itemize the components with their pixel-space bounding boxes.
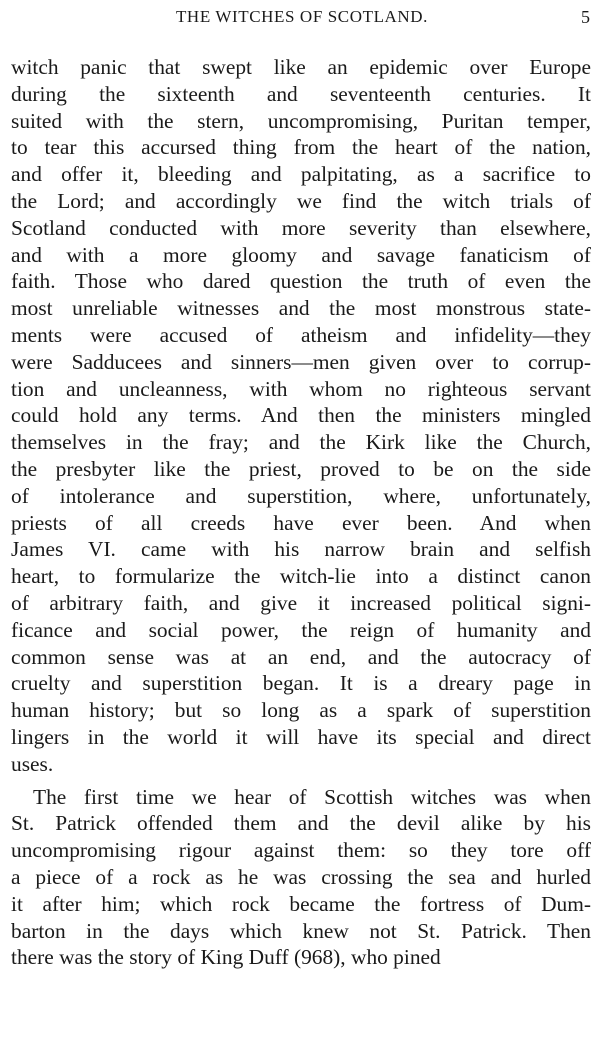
text-line: tion and uncleanness, with whom no righteous servant — [11, 376, 591, 401]
text-line: ments were accused of atheism and infidelity—they — [11, 322, 591, 347]
page-number: 5 — [581, 7, 590, 27]
text-line: lingers in the world it will have its special and direct — [11, 724, 591, 749]
paragraph — [11, 784, 591, 972]
text-line: faith. Those who dared question the truth of even the — [11, 269, 591, 294]
text-line: heart, to formularize the witch-lie into a distinct canon — [11, 564, 591, 589]
text-line: uncompromising rigour against them: so they tore off — [11, 838, 591, 863]
paragraph — [11, 54, 591, 778]
text-line: barton in the days which knew not St. Patrick. Then — [11, 918, 591, 943]
text-line: James VI. came with his narrow brain and selfish — [11, 537, 591, 562]
text-line: and offer it, bleeding and palpitating, as a sacrifice to — [11, 162, 591, 187]
text-line: it after him; which rock became the fortress of Dum- — [11, 891, 591, 916]
running-header — [12, 6, 592, 32]
text-line: to tear this accursed thing from the heart of the nation, — [11, 135, 591, 160]
text-line: the presbyter like the priest, proved to be on the side — [11, 456, 591, 481]
body-text — [11, 54, 591, 971]
text-line: most unreliable witnesses and the most monstrous state- — [11, 296, 591, 321]
text-line: uses. — [11, 751, 54, 776]
running-title: THE WITCHES OF SCOTLAND. — [175, 7, 429, 26]
text-line: common sense was at an end, and the autocracy of — [11, 644, 591, 669]
text-line: Scotland conducted with more severity than elsewhere, — [11, 215, 591, 240]
text-line: ficance and social power, the reign of humanity and — [11, 617, 591, 642]
text-line: the Lord; and accordingly we find the witch trials of — [11, 188, 591, 213]
text-line: St. Patrick offended them and the devil alike by his — [11, 811, 591, 836]
text-line: themselves in the fray; and the Kirk like the Church, — [11, 430, 591, 455]
text-line: suited with the stern, uncompromising, Puritan temper, — [11, 108, 591, 133]
text-line: a piece of a rock as he was crossing the sea and hurled — [11, 864, 591, 889]
text-line: were Sadducees and sinners—men given over to corrup- — [11, 349, 591, 374]
text-line: human history; but so long as a spark of superstition — [11, 698, 591, 723]
text-line: cruelty and superstition began. It is a dreary page in — [11, 671, 591, 696]
text-line: of arbitrary faith, and give it increased political signi- — [11, 590, 591, 615]
text-line: could hold any terms. And then the ministers mingled — [11, 403, 591, 428]
text-line: The first time we hear of Scottish witches was when — [33, 784, 591, 809]
text-line: during the sixteenth and seventeenth centuries. It — [11, 81, 591, 106]
text-line: priests of all creeds have ever been. And when — [11, 510, 591, 535]
text-line: and with a more gloomy and savage fanaticism of — [11, 242, 591, 267]
text-line: witch panic that swept like an epidemic over Europe — [11, 55, 591, 79]
text-line: there was the story of King Duff (968), who pined — [11, 945, 441, 970]
text-line: of intolerance and superstition, where, unfortunately, — [11, 483, 591, 508]
